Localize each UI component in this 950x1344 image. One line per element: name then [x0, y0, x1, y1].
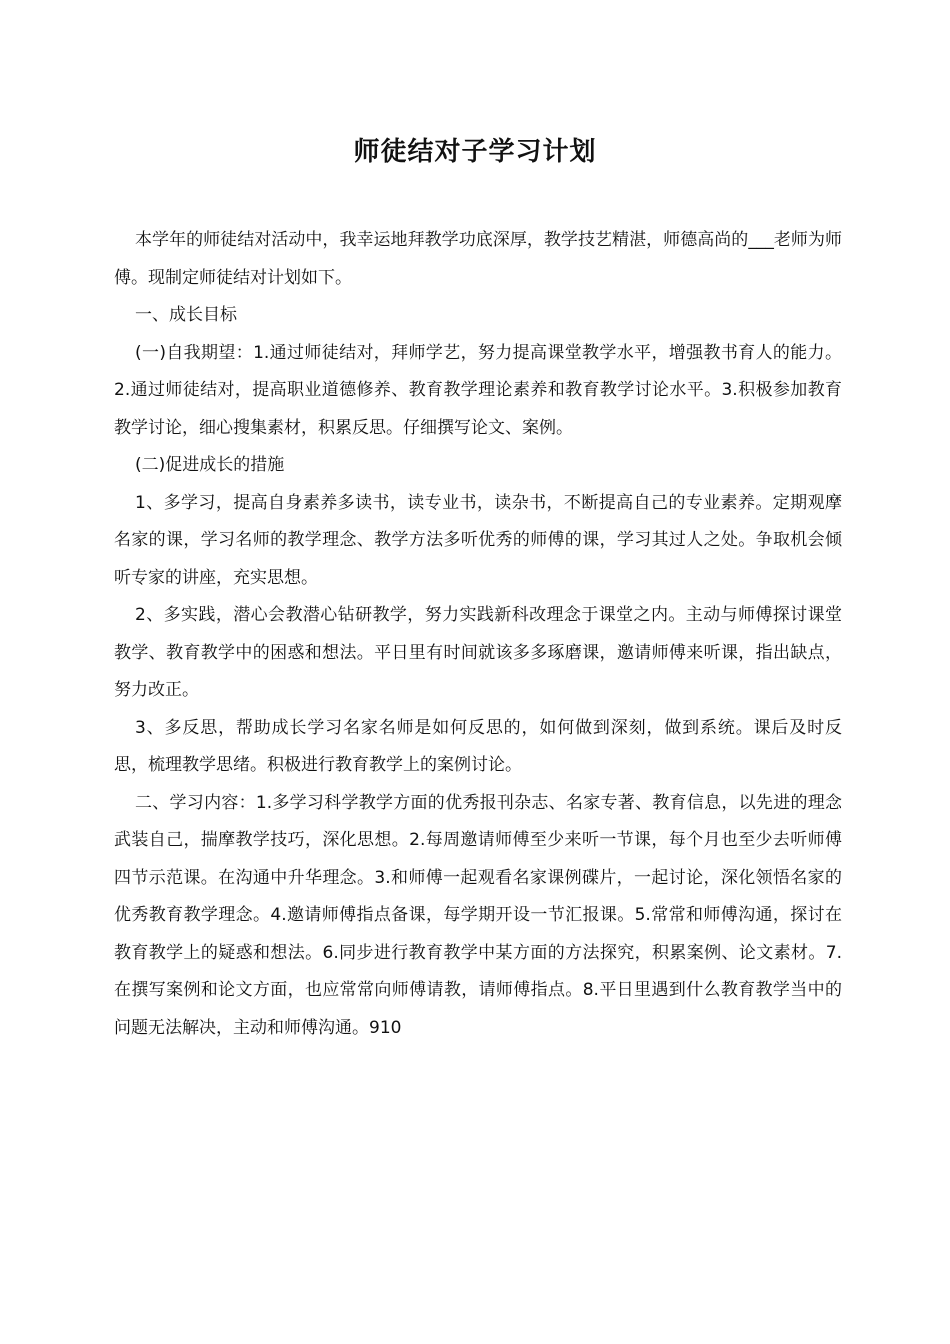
- measure-2-paragraph: 2、多实践，潜心会教潜心钻研教学，努力实践新科改理念于课堂之内。主动与师傅探讨课堂教学、教育教学中的困惑和想法。平日里有时间就该多多琢磨课，邀请师傅来听课，指出缺点，努力改正。: [114, 605, 842, 700]
- document-title: 师徒结对子学习计划: [353, 137, 597, 167]
- measure-3-paragraph: 3、多反思，帮助成长学习名家名师是如何反思的，如何做到深刻，做到系统。课后及时反思，梳理教学思绪。积极进行教育教学上的案例讨论。: [114, 717, 842, 775]
- intro-paragraph: 本学年的师徒结对活动中，我幸运地拜教学功底深厚，教学技艺精湛，师德高尚的___老师为师傅。现制定师徒结对计划如下。: [114, 230, 842, 288]
- section-heading-growth-goals: 一、成长目标: [135, 305, 237, 325]
- document-body: [114, 222, 842, 1047]
- self-expectation-paragraph: (一)自我期望：1.通过师徒结对，拜师学艺，努力提高课堂教学水平，增强教书育人的能力。2.通过师徒结对，提高职业道德修养、教育教学理论素养和教育教学讨论水平。3.积极参加教育教学讨论，细心搜集素材，积累反思。仔细撰写论文、案例。: [114, 342, 842, 438]
- learning-content-paragraph: 二、学习内容：1.多学习科学教学方面的优秀报刊杂志、名家专著、教育信息，以先进的理念武装自己，揣摩教学技巧，深化思想。2.每周邀请师傅至少来听一节课，每个月也至少去听师傅四节示范课。在沟通中升华理念。3.和师傅一起观看名家课例碟片，一起讨论，深化领悟名家的优秀教育教学理念。4.邀请师傅指点备课，每学期开设一节汇报课。5.常常和师傅沟通，探讨在教育教学上的疑惑和想法。6.同步进行教育教学中某方面的方法探究，积累案例、论文素材。7.在撰写案例和论文方面，也应常常向师傅请教，请师傅指点。8.平日里遇到什么教育教学当中的问题无法解决，主动和师傅沟通。910: [114, 792, 842, 1038]
- measure-1-paragraph: 1、多学习，提高自身素养多读书，读专业书，读杂书，不断提高自己的专业素养。定期观摩名家的课，学习名师的教学理念、教学方法多听优秀的师傅的课，学习其过人之处。争取机会倾听专家的讲座，充实思想。: [114, 492, 842, 588]
- subsection-heading-measures: (二)促进成长的措施: [135, 455, 285, 475]
